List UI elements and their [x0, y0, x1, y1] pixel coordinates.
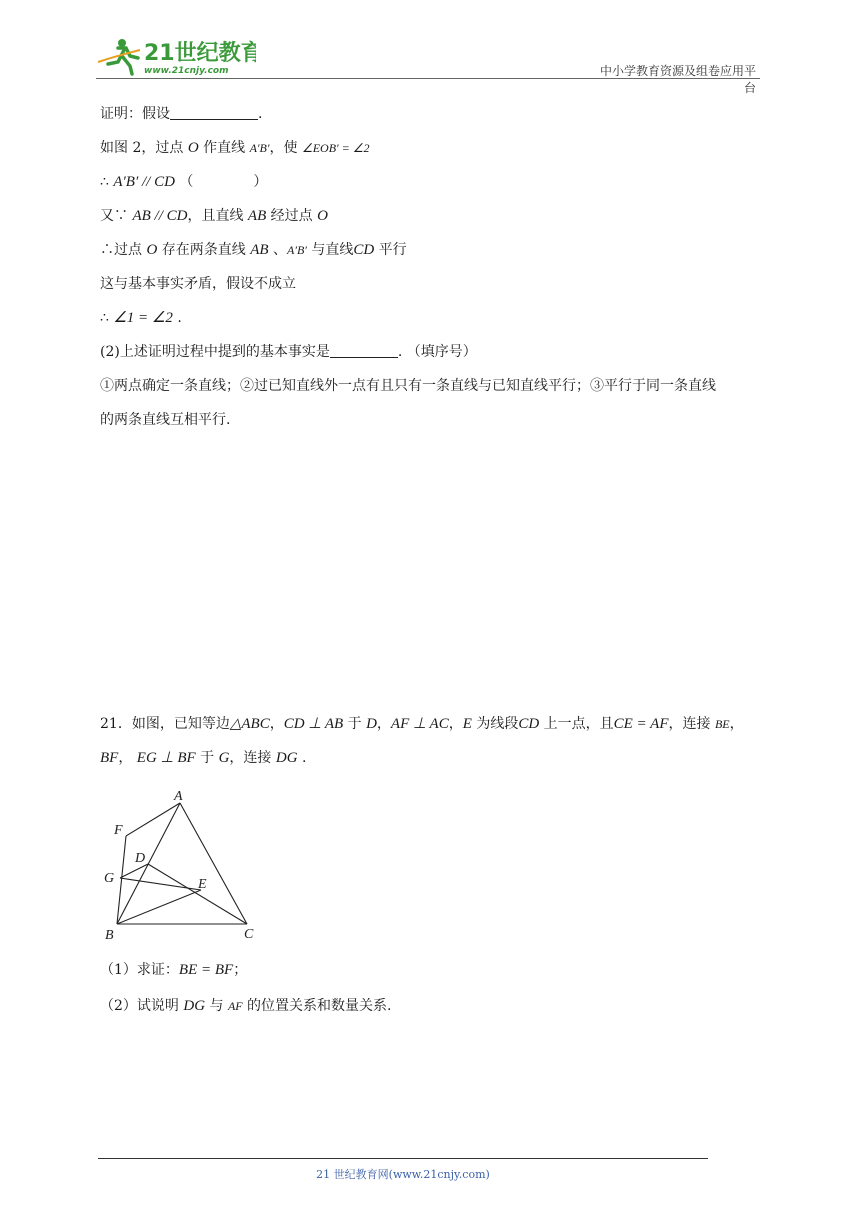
- options-line-2: 的两条直线互相平行.: [100, 412, 231, 428]
- proof-line-construct: 如图 2，过点 O 作直线 A′B′，使 ∠EOB′ = ∠2: [100, 140, 370, 156]
- proof-line-two-lines: ∴过点 O 存在两条直线 AB 、A′B′ 与直线CD 平行: [100, 242, 407, 258]
- label-f: F: [114, 823, 123, 838]
- options-line-1: ①两点确定一条直线；②过已知直线外一点有且只有一条直线与已知直线平行；③平行于同一条直线: [100, 378, 716, 394]
- label-g: G: [104, 871, 115, 886]
- label-d: D: [135, 851, 146, 866]
- segment-be: [117, 890, 201, 924]
- label-c: C: [244, 927, 254, 942]
- segment-cd: [148, 864, 247, 924]
- q21-sub-2: （2）试说明 DG 与 AF 的位置关系和数量关系.: [100, 998, 392, 1014]
- header-divider: [96, 78, 760, 79]
- svg-text:21世纪教育: 21世纪教育: [144, 41, 256, 66]
- segment-ba: [117, 803, 180, 924]
- label-e: E: [198, 877, 207, 892]
- proof-line-parallel: ∴ A′B′ // CD （ ）: [100, 174, 268, 190]
- label-a: A: [174, 789, 183, 804]
- q21-line-1: 21．如图，已知等边△ABC，CD ⊥ AB 于 D，AF ⊥ AC，E 为线段CD 上一点，且CE = AF，连接 BE，: [100, 716, 744, 732]
- segment-fb: [117, 836, 126, 924]
- segment-ge: [120, 878, 201, 890]
- proof-line-given: 又∵ AB // CD，且直线 AB 经过点 O: [100, 208, 328, 224]
- footer-site: 21 世纪教育网(www.21cnjy.com): [316, 1168, 490, 1181]
- header-platform-name: 中小学教育资源及组卷应用平台: [600, 64, 757, 95]
- q21-line-2: BF， EG ⊥ BF 于 G，连接 DG .: [100, 750, 307, 766]
- geometry-figure: [100, 786, 265, 944]
- label-b: B: [105, 928, 114, 943]
- footer-divider: [98, 1158, 708, 1159]
- question-2: (2)上述证明过程中提到的基本事实是 . （填序号）: [100, 344, 477, 360]
- segment-gd: [120, 864, 148, 878]
- proof-line-assume: 证明：假设 .: [100, 106, 263, 122]
- proof-line-contradiction: 这与基本事实矛盾，假设不成立: [100, 276, 296, 292]
- svg-text:www.21cnjy.com: www.21cnjy.com: [144, 66, 229, 76]
- segment-ac: [180, 803, 247, 924]
- answer-blank-assumption: [170, 105, 258, 120]
- site-logo: [96, 34, 256, 76]
- answer-blank-fact: [330, 343, 398, 358]
- proof-line-conclusion: ∴ ∠1 = ∠2 .: [100, 310, 182, 326]
- runner-icon: [98, 39, 140, 74]
- q21-sub-1: （1）求证：BE = BF；: [100, 962, 248, 978]
